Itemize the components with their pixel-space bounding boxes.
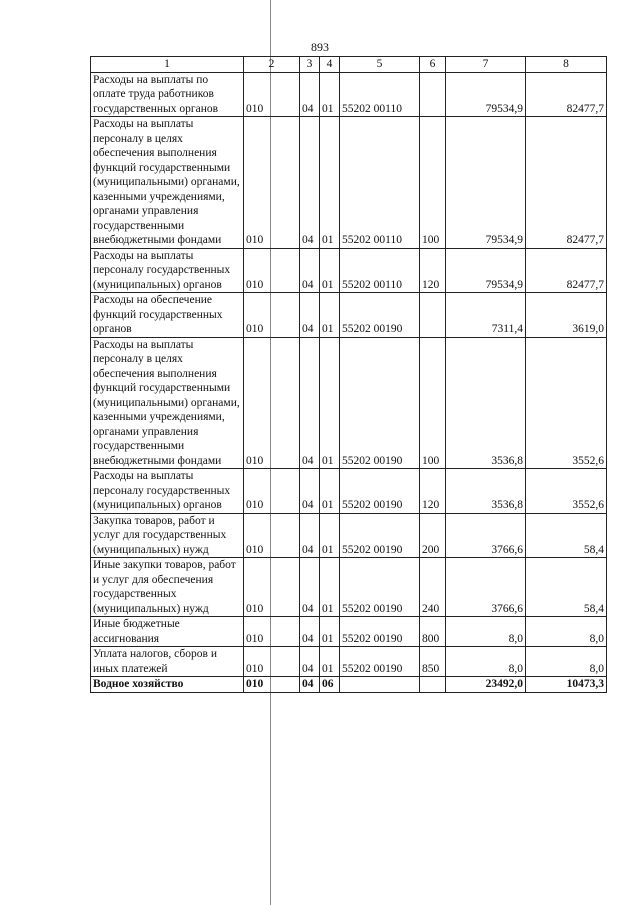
cell-target-article: 55202 00190	[340, 513, 420, 558]
row-name: Расходы на обеспечение функций государственных органов	[91, 293, 244, 338]
row-name: Расходы на выплаты персоналу в целях обеспечения выполнения функций государственными (муниципальными) органами, казенными учреждениями, органами управления государственными внебюджетными фондами	[91, 337, 244, 469]
cell-section: 04	[300, 558, 320, 617]
header-row	[91, 57, 607, 73]
cell-amount-year2: 8,0	[526, 647, 607, 677]
cell-code-admin: 010	[244, 513, 300, 558]
cell-amount-year1: 3536,8	[446, 469, 526, 514]
cell-amount-year1: 79534,9	[446, 248, 526, 293]
cell-section: 04	[300, 677, 320, 693]
cell-expense-type: 120	[420, 248, 446, 293]
cell-code-admin: 010	[244, 248, 300, 293]
cell-subsection: 01	[320, 617, 340, 647]
cell-amount-year1: 3766,6	[446, 513, 526, 558]
cell-expense-type	[420, 72, 446, 117]
cell-code-admin: 010	[244, 72, 300, 117]
cell-section: 04	[300, 72, 320, 117]
cell-amount-year1: 3766,6	[446, 558, 526, 617]
row-name: Расходы на выплаты персоналу государственных (муниципальных) органов	[91, 248, 244, 293]
cell-target-article: 55202 00190	[340, 337, 420, 469]
cell-amount-year1: 7311,4	[446, 293, 526, 338]
row-name: Расходы на выплаты персоналу в целях обеспечения выполнения функций государственными (муниципальными) органами, казенными учреждениями, органами управления государственными внебюджетными фондами	[91, 117, 244, 249]
cell-amount-year1: 8,0	[446, 617, 526, 647]
cell-code-admin: 010	[244, 117, 300, 249]
header-cell: 4	[320, 57, 340, 73]
cell-expense-type	[420, 293, 446, 338]
cell-code-admin: 010	[244, 647, 300, 677]
cell-amount-year1: 79534,9	[446, 117, 526, 249]
row-name: Закупка товаров, работ и услуг для государственных (муниципальных) нужд	[91, 513, 244, 558]
row-name: Уплата налогов, сборов и иных платежей	[91, 647, 244, 677]
cell-target-article: 55202 00110	[340, 72, 420, 117]
cell-expense-type: 850	[420, 647, 446, 677]
header-cell: 3	[300, 57, 320, 73]
budget-table	[90, 56, 607, 693]
cell-subsection: 01	[320, 337, 340, 469]
cell-expense-type: 800	[420, 617, 446, 647]
cell-target-article: 55202 00190	[340, 617, 420, 647]
cell-subsection: 01	[320, 117, 340, 249]
cell-code-admin: 010	[244, 337, 300, 469]
cell-target-article: 55202 00110	[340, 248, 420, 293]
cell-section: 04	[300, 647, 320, 677]
table-row	[91, 293, 607, 338]
cell-target-article: 55202 00190	[340, 293, 420, 338]
cell-amount-year2: 3619,0	[526, 293, 607, 338]
table-row	[91, 513, 607, 558]
cell-amount-year1: 23492,0	[446, 677, 526, 693]
row-name: Расходы на выплаты персоналу государственных (муниципальных) органов	[91, 469, 244, 514]
header-cell: 2	[244, 57, 300, 73]
cell-amount-year2: 82477,7	[526, 248, 607, 293]
cell-target-article	[340, 677, 420, 693]
cell-amount-year1: 3536,8	[446, 337, 526, 469]
cell-code-admin: 010	[244, 293, 300, 338]
cell-amount-year2: 58,4	[526, 513, 607, 558]
cell-section: 04	[300, 337, 320, 469]
cell-target-article: 55202 00190	[340, 469, 420, 514]
cell-target-article: 55202 00190	[340, 558, 420, 617]
cell-code-admin: 010	[244, 469, 300, 514]
table-row	[91, 677, 607, 693]
cell-section: 04	[300, 617, 320, 647]
cell-expense-type	[420, 677, 446, 693]
cell-section: 04	[300, 293, 320, 338]
row-name: Водное хозяйство	[91, 677, 244, 693]
header-cell: 5	[340, 57, 420, 73]
cell-subsection: 01	[320, 72, 340, 117]
table-row	[91, 248, 607, 293]
row-name: Иные бюджетные ассигнования	[91, 617, 244, 647]
cell-subsection: 01	[320, 469, 340, 514]
cell-amount-year2: 3552,6	[526, 337, 607, 469]
cell-subsection: 01	[320, 293, 340, 338]
table-row	[91, 558, 607, 617]
table-row	[91, 617, 607, 647]
table-row	[91, 72, 607, 117]
table-row	[91, 647, 607, 677]
cell-section: 04	[300, 248, 320, 293]
cell-section: 04	[300, 117, 320, 249]
header-cell: 8	[526, 57, 607, 73]
cell-amount-year2: 3552,6	[526, 469, 607, 514]
header-cell: 6	[420, 57, 446, 73]
cell-amount-year2: 58,4	[526, 558, 607, 617]
cell-section: 04	[300, 469, 320, 514]
cell-subsection: 06	[320, 677, 340, 693]
row-name: Иные закупки товаров, работ и услуг для обеспечения государственных (муниципальных) нужд	[91, 558, 244, 617]
cell-code-admin: 010	[244, 617, 300, 647]
cell-target-article: 55202 00190	[340, 647, 420, 677]
header-cell: 7	[446, 57, 526, 73]
cell-subsection: 01	[320, 647, 340, 677]
page-number: 893	[311, 40, 329, 54]
cell-amount-year2: 8,0	[526, 617, 607, 647]
table-row	[91, 117, 607, 249]
cell-expense-type: 100	[420, 337, 446, 469]
cell-code-admin: 010	[244, 558, 300, 617]
cell-expense-type: 100	[420, 117, 446, 249]
cell-amount-year2: 82477,7	[526, 117, 607, 249]
header-cell: 1	[91, 57, 244, 73]
table-row	[91, 337, 607, 469]
cell-amount-year2: 10473,3	[526, 677, 607, 693]
cell-amount-year2: 82477,7	[526, 72, 607, 117]
cell-expense-type: 200	[420, 513, 446, 558]
cell-amount-year1: 79534,9	[446, 72, 526, 117]
cell-subsection: 01	[320, 513, 340, 558]
cell-code-admin: 010	[244, 677, 300, 693]
cell-subsection: 01	[320, 558, 340, 617]
cell-section: 04	[300, 513, 320, 558]
cell-expense-type: 120	[420, 469, 446, 514]
cell-expense-type: 240	[420, 558, 446, 617]
row-name: Расходы на выплаты по оплате труда работников государственных органов	[91, 72, 244, 117]
table-row	[91, 469, 607, 514]
cell-subsection: 01	[320, 248, 340, 293]
cell-amount-year1: 8,0	[446, 647, 526, 677]
cell-target-article: 55202 00110	[340, 117, 420, 249]
